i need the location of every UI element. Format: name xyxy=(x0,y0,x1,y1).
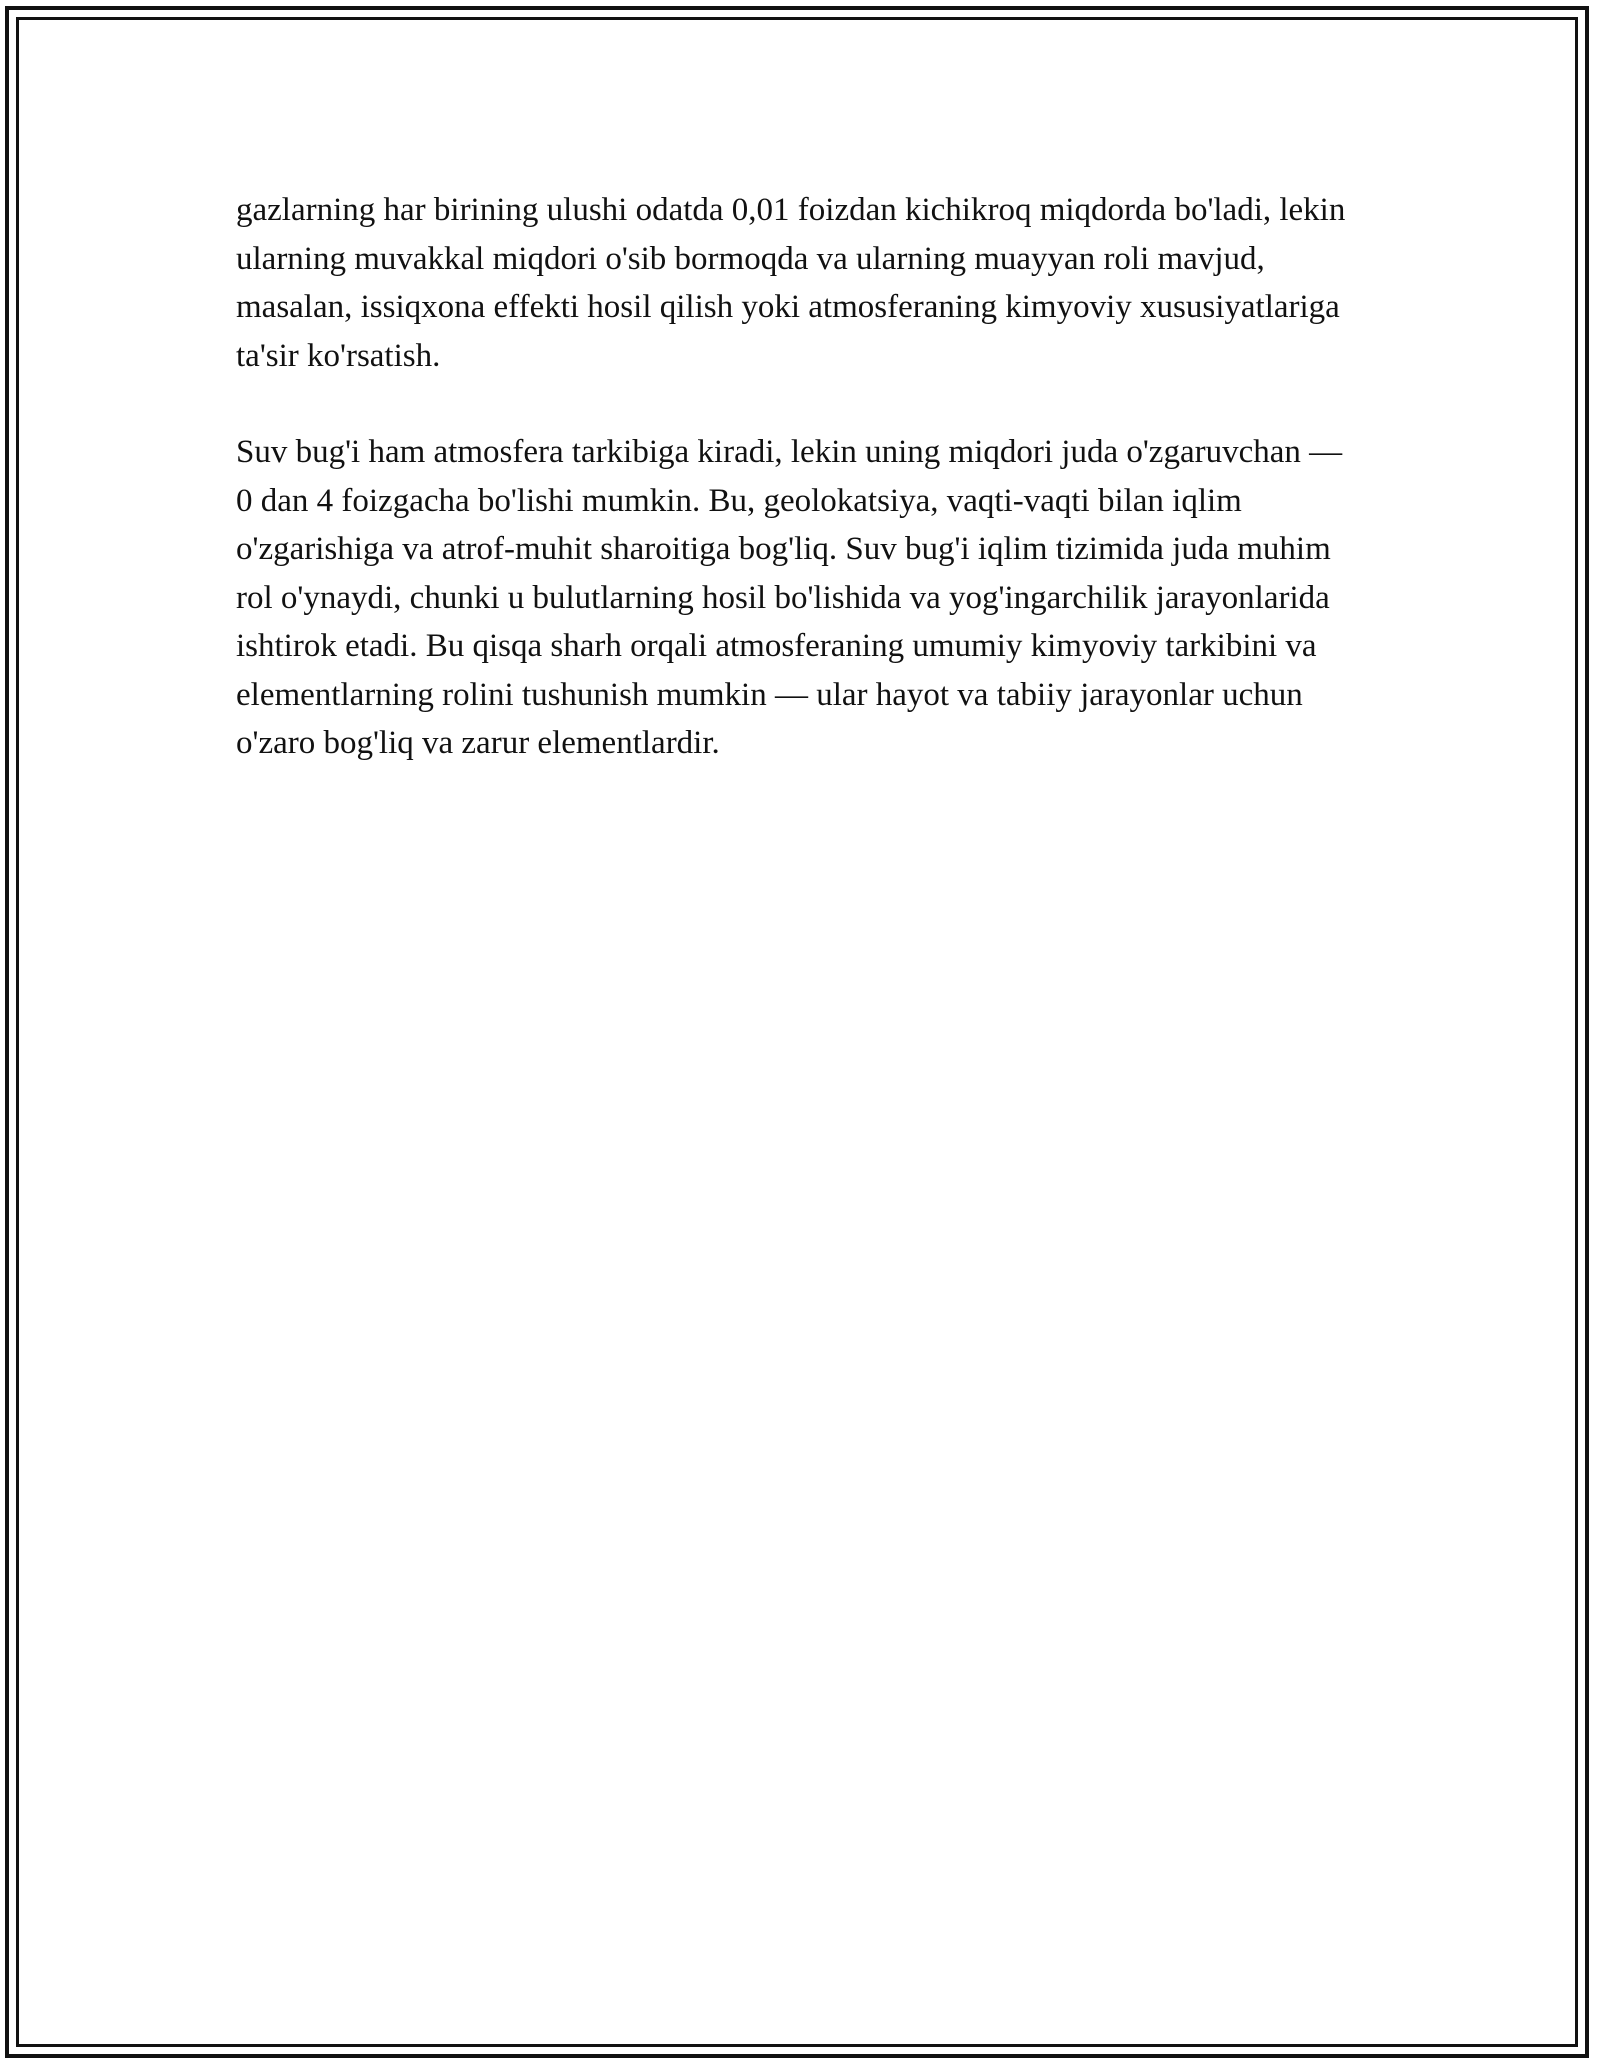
paragraph-water-vapor: Suv bug'i ham atmosfera tarkibiga kiradi, lekin uning miqdori juda o'zgaruvchan — 0 dan 4 foizgacha bo'lishi mumkin. Bu, geolokatsiya, vaqti-vaqti bilan iqlim o'zgarishiga va atrof-muhit sharoitiga bog'liq. Suv bug'i iqlim tizimida juda muhim rol o'ynaydi, chunki u bulutlarning hosil bo'lishida va yog'ingarchilik jarayonlarida ishtirok etadi. Bu qisqa sharh orqali atmosferaning umumiy kimyoviy tarkibini va elementlarning rolini tushunish mumkin — ular hayot va tabiiy jarayonlar uchun o'zaro bog'liq va zarur elementlardir. xyxy=(236,434,1343,761)
document-body xyxy=(236,186,1366,768)
paragraph-trace-gases: gazlarning har birining ulushi odatda 0,01 foizdan kichikroq miqdorda bo'ladi, lekin ularning muvakkal miqdori o'sib bormoqda va ularning muayyan roli mavjud, masalan, issiqxona effekti hosil qilish yoki atmosferaning kimyoviy xususiyatlariga ta'sir ko'rsatish. xyxy=(236,192,1346,374)
